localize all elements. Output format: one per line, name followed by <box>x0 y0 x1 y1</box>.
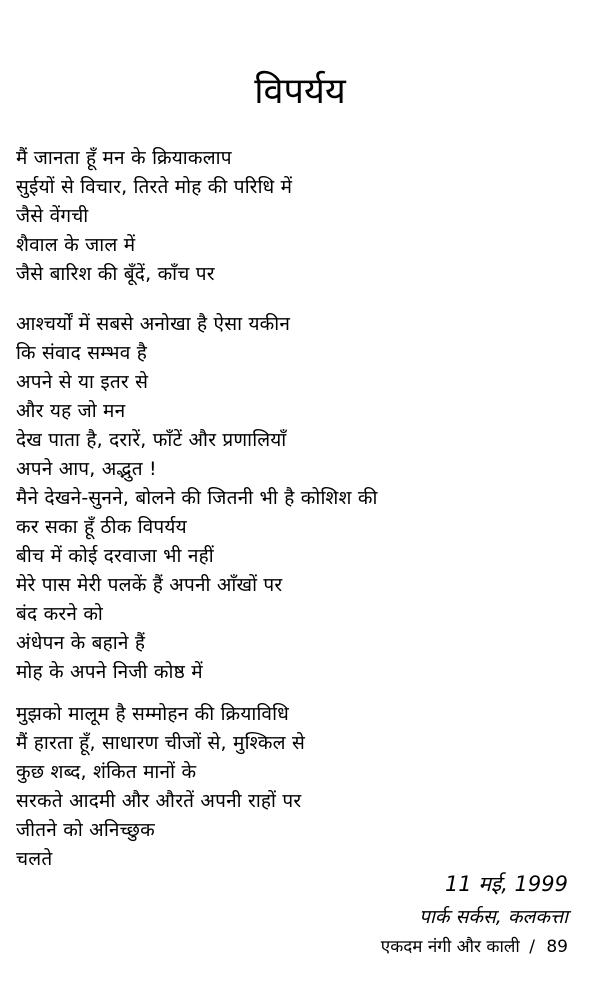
poem-line: चलते <box>16 848 53 870</box>
poem-line: कि संवाद सम्भव है <box>16 342 148 364</box>
poem-line: देख पाता है, दरारें, फाँटें और प्रणालियाँ <box>16 429 287 451</box>
poem-line: बीच में कोई दरवाजा भी नहीं <box>16 545 214 567</box>
page-footer <box>381 934 568 957</box>
poem-line: मुझको मालूम है सम्मोहन की क्रियाविधि <box>16 703 289 725</box>
poem-line: जैसे बारिश की बूँदें, काँच पर <box>16 263 215 285</box>
poem-line: मैं जानता हूँ मन के क्रियाकलाप <box>16 147 232 169</box>
stanza-2 <box>16 310 586 687</box>
book-title: एकदम नंगी और काली <box>380 937 520 957</box>
poem-line: मेरे पास मेरी पलकें हैं अपनी आँखों पर <box>16 574 283 596</box>
poem-line: बंद करने को <box>16 603 104 625</box>
poem-line: अंधेपन के बहाने हैं <box>16 632 146 654</box>
poem-line: जीतने को अनिच्छुक <box>16 819 155 841</box>
stanza-3 <box>16 700 586 874</box>
poem-line: अपने आप, अद्भुत ! <box>16 458 157 480</box>
poem-line: मैने देखने-सुनने, बोलने की जितनी भी है कोशिश की <box>16 487 378 509</box>
poem-title: विपर्यय <box>254 71 346 112</box>
page-number: 89 <box>546 937 568 957</box>
poem-line: मैं हारता हूँ, साधारण चीजों से, मुश्किल से <box>16 732 306 754</box>
poem-date: 11 मई, 1999 <box>444 872 568 896</box>
poem-line: कर सका हूँ ठीक विपर्यय <box>16 516 187 538</box>
poem-line: आश्चर्यों में सबसे अनोखा है ऐसा यकीन <box>16 313 291 335</box>
poem-line: सुईयों से विचार, तिरते मोह की परिधि में <box>16 176 293 198</box>
poem-place: पार्क सर्कस, कलकत्ता <box>419 906 568 928</box>
poem-line: कुछ शब्द, शंकित मानों के <box>16 761 197 783</box>
poem-line: सरकते आदमी और औरतें अपनी राहों पर <box>16 790 302 812</box>
poem-line: और यह जो मन <box>16 400 126 422</box>
footer-separator: / <box>529 937 535 957</box>
poem-line: जैसे वेंगची <box>16 205 89 227</box>
poem-line: अपने से या इतर से <box>16 371 149 393</box>
poem-line: मोह के अपने निजी कोष्ठ में <box>16 661 203 683</box>
stanza-1 <box>16 144 586 289</box>
poem-line: शैवाल के जाल में <box>16 234 136 256</box>
